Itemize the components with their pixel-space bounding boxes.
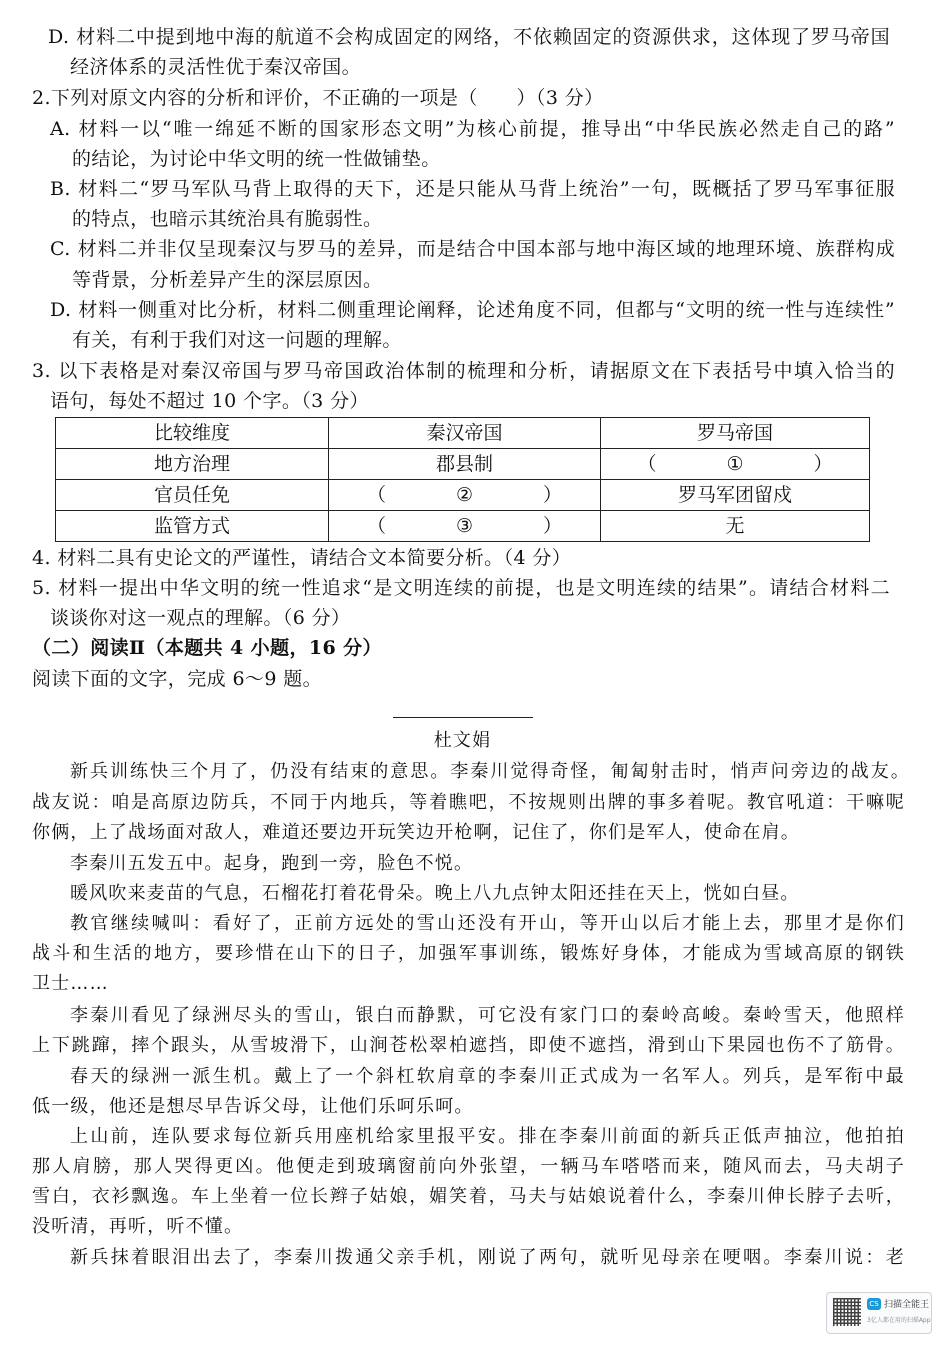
story-line: 李秦川看见了绿洲尽头的雪山，银白而静默，可它没有家门口的秦岭高峻。秦岭雪天，他照样 bbox=[70, 1005, 905, 1026]
story-line: 教官继续喊叫：看好了，正前方远处的雪山还没有开山，等开山以后才能上去，那里才是你们 bbox=[70, 913, 905, 934]
q2-option-d-line2: 有关，有利于我们对这一问题的理解。 bbox=[72, 329, 402, 351]
story-line: 上山前，连队要求每位新兵用座机给家里报平安。排在李秦川前面的新兵正低声抽泣，他拍拍 bbox=[70, 1126, 905, 1147]
watermark-subtitle: 3亿人都在用的扫描App bbox=[867, 1317, 931, 1324]
section-title: （二）阅读Ⅱ（本题共 4 小题，16 分） bbox=[32, 637, 382, 659]
table-row bbox=[56, 480, 870, 511]
q2-option-d-line1: D. 材料一侧重对比分析，材料二侧重理论阐释，论述角度不同，但都与“文明的统一性与连续性” bbox=[50, 299, 895, 321]
story-line: 春天的绿洲一派生机。戴上了一个斜杠软肩章的李秦川正式成为一名军人。列兵，是军衔中最 bbox=[70, 1066, 905, 1087]
q1-option-d-line1: D. 材料二中提到地中海的航道不会构成固定的网络，不依赖固定的资源供求，这体现了罗马帝国 bbox=[48, 26, 890, 48]
story-line: 战斗和生活的地方，要珍惜在山下的日子，加强军事训练，锻炼好身体，才能成为雪域高原的钢铁 bbox=[32, 943, 905, 964]
table-header-cell: 秦汉帝国 bbox=[329, 418, 601, 449]
q3-stem-line1: 3. 以下表格是对秦汉帝国与罗马帝国政治体制的梳理和分析，请据原文在下表括号中填入恰当的 bbox=[32, 360, 895, 382]
blank-paren-open: （ bbox=[366, 484, 386, 506]
answer-blank-1[interactable] bbox=[601, 449, 870, 480]
story-line: 暖风吹来麦苗的气息，石榴花打着花骨朵。晚上八九点钟太阳还挂在天上，恍如白昼。 bbox=[70, 883, 800, 904]
q2-option-b-line2: 的特点，也暗示其统治具有脆弱性。 bbox=[72, 208, 383, 230]
blank-number: ③ bbox=[455, 515, 474, 537]
story-line: 上下跳蹿，摔个跟头，从雪坡滑下，山涧苍松翠柏遮挡，即使不遮挡，滑到山下果园也伤不了筋骨。 bbox=[32, 1035, 905, 1056]
table-row bbox=[56, 511, 870, 542]
table-header-cell: 比较维度 bbox=[56, 418, 329, 449]
q5-stem-line2: 谈谈你对这一观点的理解。（6 分） bbox=[50, 607, 351, 629]
story-line: 低一级，他还是想尽早告诉父母，让他们乐呵乐呵。 bbox=[32, 1096, 474, 1117]
table-cell-qinhan: 郡县制 bbox=[329, 449, 601, 480]
blank-paren-open: （ bbox=[366, 515, 386, 537]
q2-stem: 2.下列对原文内容的分析和评价，不正确的一项是（ ）（3 分） bbox=[32, 87, 604, 109]
blank-paren-open: （ bbox=[637, 453, 657, 475]
blank-number: ① bbox=[726, 453, 744, 475]
comparison-table bbox=[55, 417, 870, 542]
story-line: 战友说：咱是高原边防兵，不同于内地兵，等着瞧吧，不按规则出牌的事多着呢。教官吼道：干嘛呢 bbox=[32, 792, 905, 813]
blank-paren-close: ） bbox=[543, 484, 563, 506]
q4-stem: 4. 材料二具有史论文的严谨性，请结合文本简要分析。（4 分） bbox=[32, 547, 572, 569]
q3-stem-line2: 语句，每处不超过 10 个字。（3 分） bbox=[50, 390, 369, 412]
blank-paren-close: ） bbox=[543, 515, 563, 537]
camscanner-logo-icon: CS bbox=[867, 1298, 881, 1310]
table-header-row bbox=[56, 418, 870, 449]
table-cell-dimension: 监管方式 bbox=[56, 511, 329, 542]
title-rule bbox=[393, 717, 533, 718]
story-line: 新兵训练快三个月了，仍没有结束的意思。李秦川觉得奇怪，匍匐射击时，悄声问旁边的战友。 bbox=[70, 761, 910, 782]
q2-option-b-line1: B. 材料二“罗马军队马背上取得的天下，还是只能从马背上统治”一句，既概括了罗马军事征服 bbox=[50, 178, 895, 200]
blank-paren-close: ） bbox=[813, 453, 833, 475]
story-title: 杜文娟 bbox=[433, 730, 492, 751]
story-line: 那人肩膀，那人哭得更凶。他便走到玻璃窗前向外张望，一辆马车嗒嗒而来，随风而去，马夫胡子 bbox=[32, 1156, 905, 1177]
section-instruction: 阅读下面的文字，完成 6～9 题。 bbox=[32, 668, 323, 690]
story-line: 卫士…… bbox=[32, 973, 109, 994]
story-line: 没听清，再听，听不懂。 bbox=[32, 1216, 244, 1237]
table-cell-dimension: 官员任免 bbox=[56, 480, 329, 511]
table-row bbox=[56, 449, 870, 480]
q2-option-c-line1: C. 材料二并非仅呈现秦汉与罗马的差异，而是结合中国本部与地中海区域的地理环境、族群构成 bbox=[50, 238, 895, 260]
q2-option-c-line2: 等背景，分析差异产生的深层原因。 bbox=[72, 269, 383, 291]
answer-blank-3[interactable] bbox=[329, 511, 601, 542]
q1-option-d-line2: 经济体系的灵活性优于秦汉帝国。 bbox=[70, 56, 362, 78]
q2-option-a-line1: A. 材料一以“唯一绵延不断的国家形态文明”为核心前提，推导出“中华民族必然走自己的路” bbox=[50, 118, 895, 140]
answer-blank-2[interactable] bbox=[329, 480, 601, 511]
story-line: 你俩，上了战场面对敌人，难道还要边开玩笑边开枪啊，记住了，你们是军人，使命在肩。 bbox=[32, 822, 800, 843]
table-cell-rome: 罗马军团留戍 bbox=[601, 480, 870, 511]
table-cell-dimension: 地方治理 bbox=[56, 449, 329, 480]
table-cell-rome: 无 bbox=[601, 511, 870, 542]
story-line: 李秦川五发五中。起身，跑到一旁，脸色不悦。 bbox=[70, 853, 474, 874]
q2-option-a-line2: 的结论，为讨论中华文明的统一性做铺垫。 bbox=[72, 148, 441, 170]
scanner-watermark bbox=[826, 1292, 932, 1334]
story-line: 新兵抹着眼泪出去了，李秦川拨通父亲手机，刚说了两句，就听见母亲在哽咽。李秦川说：老 bbox=[70, 1247, 905, 1268]
blank-number: ② bbox=[455, 484, 474, 506]
q5-stem-line1: 5. 材料一提出中华文明的统一性追求“是文明连续的前提，也是文明连续的结果”。请结合材料二 bbox=[32, 577, 890, 599]
watermark-brand: 扫描全能王 bbox=[884, 1300, 930, 1310]
table-header-cell: 罗马帝国 bbox=[601, 418, 870, 449]
qr-code-icon bbox=[833, 1298, 861, 1326]
story-line: 雪白，衣衫飘逸。车上坐着一位长辫子姑娘，媚笑着，马夫与姑娘说着什么，李秦川伸长脖子去听， bbox=[32, 1186, 905, 1207]
